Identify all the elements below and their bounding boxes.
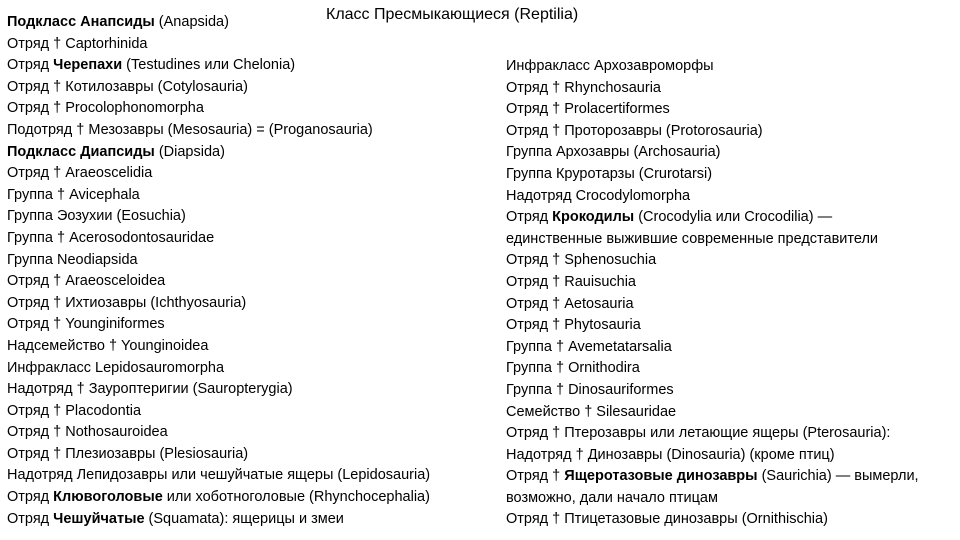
left-line [7, 206, 430, 228]
left-line [7, 77, 430, 99]
right-line [506, 229, 919, 251]
title-rest: (Reptilia) [509, 6, 579, 23]
left-line-pre: Группа Neodiapsida [7, 251, 138, 268]
right-line-bold: Ящеротазовые динозавры [564, 468, 758, 485]
right-line-pre: Группа † Avemetatarsalia [506, 338, 672, 355]
left-line-pre: Отряд † Procolophonomorpha [7, 100, 204, 117]
left-line [7, 142, 430, 164]
left-line [7, 401, 430, 423]
left-line [7, 444, 430, 466]
title-bold: Класс Пресмыкающиеся [326, 6, 510, 23]
left-line [7, 185, 430, 207]
right-line-pre: Семейство † Silesauridae [506, 403, 677, 420]
left-line-bold: Подкласс Анапсиды [7, 14, 155, 30]
right-line-pre: Группа † Ornithodira [506, 360, 640, 377]
right-line [506, 402, 919, 424]
right-line [506, 164, 919, 186]
left-line-rest: (Squamata): ящерицы и змеи [144, 510, 344, 527]
right-line [506, 358, 919, 380]
left-line-pre: Группа † Avicephala [7, 186, 140, 203]
right-line-pre: Отряд † Rauisuchia [506, 273, 636, 290]
left-line [7, 55, 430, 77]
right-line [506, 423, 919, 445]
right-line [506, 78, 919, 100]
left-line-pre: Отряд [7, 510, 54, 527]
left-line-pre: Подотряд † Мезозавры (Mesosauria) = (Proganosauria) [7, 121, 373, 138]
right-line-pre: Отряд † Rhynchosauria [506, 79, 661, 96]
right-line-pre: единственные выжившие современные представители [506, 230, 879, 247]
left-line-bold: Чешуйчатые [53, 510, 145, 527]
right-line-pre: Группа † Dinosauriformes [506, 381, 674, 398]
left-line-pre: Группа † Acerosodontosauridae [7, 229, 215, 246]
right-line [506, 186, 919, 208]
left-line [7, 163, 430, 185]
left-line-pre: Отряд † Котилозавры (Cotylosauria) [7, 78, 248, 95]
left-line-pre: Надотряд Лепидозавры или чешуйчатые ящеры (Lepidosauria) [7, 467, 431, 484]
right-line [506, 337, 919, 359]
left-line [7, 379, 430, 401]
left-line-pre: Отряд † Araeoscelidia [7, 165, 153, 182]
left-line [7, 509, 430, 531]
left-line-rest: или хоботноголовые (Rhynchocephalia) [162, 489, 430, 506]
right-line [506, 142, 919, 164]
right-line [506, 272, 919, 294]
right-line-pre: возможно, дали начало птицам [506, 489, 718, 506]
right-line-pre: Надотряд Crocodylomorpha [506, 187, 691, 204]
left-line [7, 336, 430, 358]
left-line [7, 487, 430, 509]
left-line-pre: Надотряд † Зауроптеригии (Sauropterygia) [7, 381, 293, 398]
left-line-pre: Отряд † Araeosceloidea [7, 273, 166, 290]
right-line-pre: Отряд † Prolacertiformes [506, 101, 670, 118]
right-line [506, 445, 919, 467]
left-line [7, 465, 430, 487]
right-line-pre: Отряд † Aetosauria [506, 295, 634, 312]
left-line-bold: Клювоголовые [53, 489, 163, 506]
right-line [506, 207, 919, 229]
left-line-pre: Отряд † Плезиозавры (Plesiosauria) [7, 445, 249, 462]
right-line-pre: Отряд † Птицетазовые динозавры (Ornithischia) [506, 511, 828, 528]
left-line [7, 358, 430, 380]
right-line-pre: Группа Круротарзы (Crurotarsi) [506, 165, 713, 182]
left-line-pre: Инфракласс Lepidosauromorpha [7, 359, 225, 376]
right-line-rest: (Saurichia) — вымерли, [757, 468, 919, 485]
left-line-pre: Надсемейство † Younginoidea [7, 337, 209, 354]
right-line [506, 121, 919, 143]
right-line-bold: Крокодилы [552, 209, 635, 226]
left-line [7, 12, 430, 34]
left-line [7, 34, 430, 56]
right-line-pre: Надотряд † Динозавры (Dinosauria) (кроме птиц) [506, 446, 835, 463]
right-line-rest: (Crocodylia или Crocodilia) — [634, 209, 833, 226]
right-line [506, 466, 919, 488]
right-line [506, 56, 919, 78]
left-line-pre: Отряд † Ихтиозавры (Ichthyosauria) [7, 294, 247, 311]
left-line [7, 422, 430, 444]
left-line-rest: (Testudines или Chelonia) [122, 57, 296, 74]
right-line-pre: Группа Архозавры (Archosauria) [506, 144, 721, 161]
left-line-pre: Группа Эозухии (Eosuchia) [7, 208, 186, 225]
left-line [7, 250, 430, 272]
left-line [7, 120, 430, 142]
right-line [506, 294, 919, 316]
left-line-pre: Отряд † Placodontia [7, 402, 142, 419]
left-line [7, 228, 430, 250]
left-line-rest: (Diapsida) [154, 143, 225, 160]
left-line-bold: Черепахи [53, 57, 123, 74]
right-line [506, 315, 919, 337]
left-line-bold: Подкласс Диапсиды [7, 143, 155, 160]
right-line-pre: Отряд † Sphenosuchia [506, 252, 657, 269]
right-line [506, 99, 919, 121]
left-line-pre: Отряд [7, 57, 54, 74]
left-line-pre: Отряд † Younginiformes [7, 316, 165, 333]
right-line [506, 380, 919, 402]
right-line-pre: Отряд [506, 209, 553, 226]
left-line-pre: Отряд [7, 489, 54, 506]
right-line [506, 488, 919, 510]
right-line-pre: Отряд † Phytosauria [506, 317, 641, 334]
left-line [7, 98, 430, 120]
left-line [7, 271, 430, 293]
left-line [7, 293, 430, 315]
right-line-pre: Отряд † Птерозавры или летающие ящеры (Pterosauria): [506, 425, 891, 442]
left-column [7, 12, 430, 530]
right-line-pre: Отряд † [506, 468, 565, 485]
right-line [506, 250, 919, 272]
left-line-pre: Отряд † Nothosauroidea [7, 424, 168, 441]
left-line-pre: Отряд † Captorhinida [7, 35, 148, 52]
right-line [506, 509, 919, 531]
right-line-pre: Инфракласс Архозавроморфы [506, 58, 714, 74]
left-line [7, 314, 430, 336]
left-line-rest: (Anapsida) [154, 14, 229, 30]
right-column [506, 56, 919, 531]
right-line-pre: Отряд † Проторозавры (Protorosauria) [506, 122, 763, 139]
